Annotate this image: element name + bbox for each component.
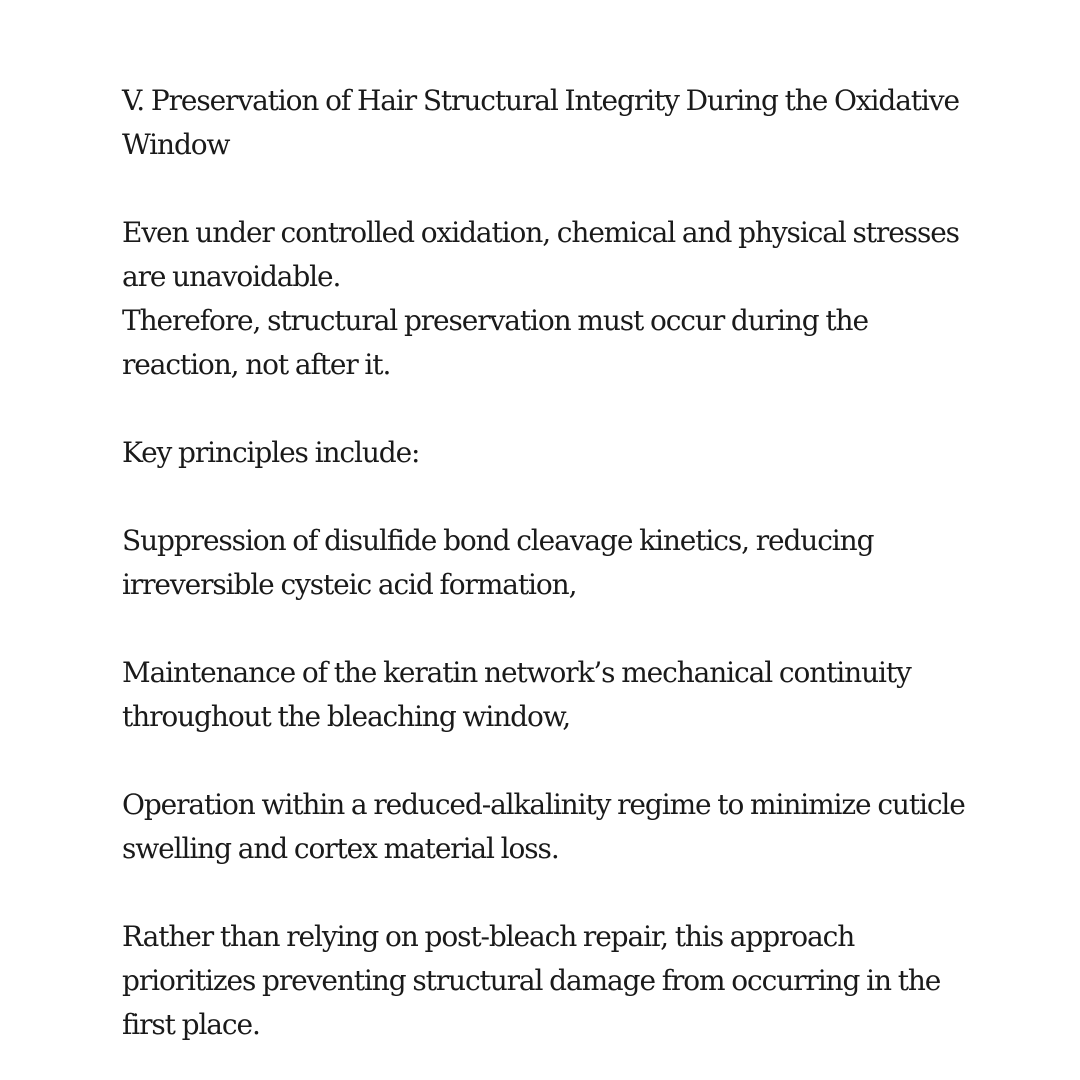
principle-item-keratin: Maintenance of the keratin network’s mechanical continuity throughout the bleaching window, <box>122 656 911 733</box>
spacer <box>122 387 972 431</box>
spacer <box>122 739 972 783</box>
principle-item-alkalinity: Operation within a reduced-alkalinity regime to minimize cuticle swelling and cortex material loss. <box>122 788 965 865</box>
intro-paragraph-line-1: Even under controlled oxidation, chemical and physical stresses are unavoidable. <box>122 216 959 293</box>
spacer <box>122 607 972 651</box>
spacer <box>122 167 972 211</box>
intro-paragraph-line-2: Therefore, structural preservation must occur during the reaction, not after it. <box>122 304 868 381</box>
principles-intro: Key principles include: <box>122 436 420 469</box>
principle-item-disulfide: Suppression of disulfide bond cleavage kinetics, reducing irreversible cysteic acid formation, <box>122 524 874 601</box>
spacer <box>122 871 972 915</box>
conclusion-paragraph: Rather than relying on post-bleach repair, this approach prioritizes preventing structural damage from occurring in the first place. <box>122 920 941 1041</box>
section-heading: V. Preservation of Hair Structural Integrity During the Oxidative Window <box>122 84 959 161</box>
document-body <box>122 79 972 1047</box>
spacer <box>122 475 972 519</box>
